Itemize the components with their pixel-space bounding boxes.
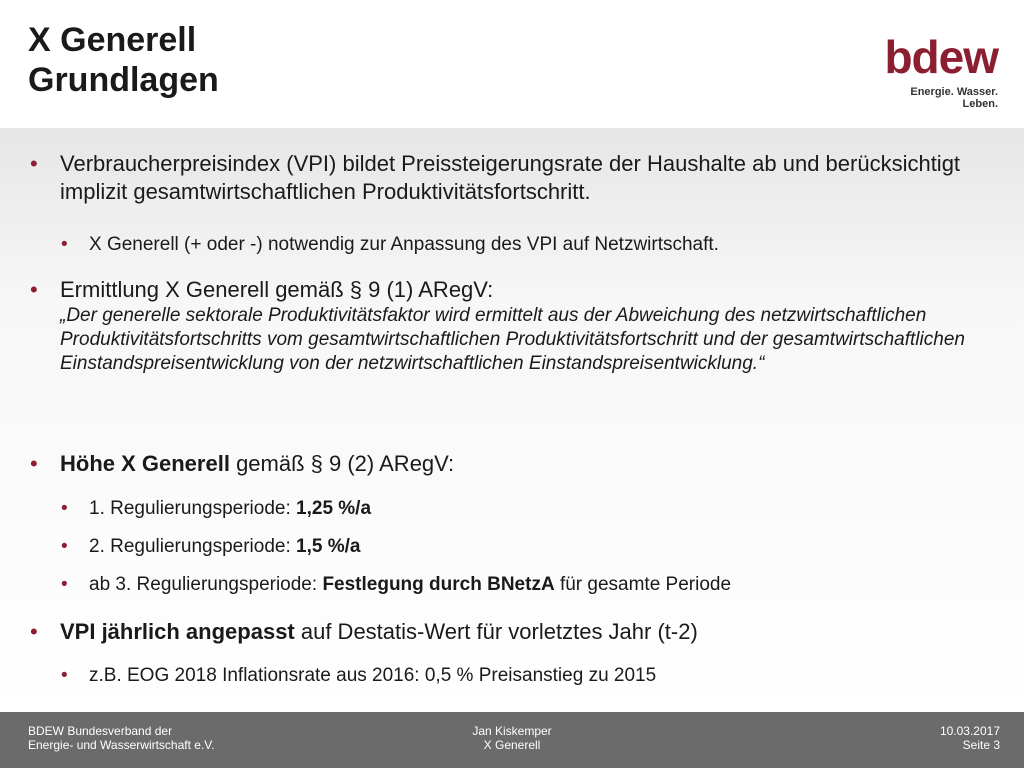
sub-bullet-period-2 bbox=[89, 534, 989, 560]
footer-org-line-2: Energie- und Wasserwirtschaft e.V. bbox=[28, 738, 215, 752]
footer-org-line-1: BDEW Bundesverband der bbox=[28, 724, 173, 738]
footer-author-name: Jan Kiskemper bbox=[472, 724, 552, 738]
title-line-1: X Generell bbox=[28, 21, 197, 59]
bullet-vpi-text: Verbraucherpreisindex (VPI) bildet Preissteigerungsrate der Haushalte ab und berücksichtigt implizit gesamtwirtschaftlichen Produktivitätsfortschritt. bbox=[60, 151, 961, 204]
period-2-value: 1,5 %/a bbox=[296, 536, 361, 557]
slide-footer bbox=[0, 712, 1024, 768]
bullet-ermittlung bbox=[60, 276, 1000, 376]
bdew-logo bbox=[876, 31, 1000, 110]
period-1-text: 1. Regulierungsperiode: bbox=[89, 498, 297, 519]
bullet-vpi-annual bbox=[60, 618, 1000, 646]
aregv-quote: „Der generelle sektorale Produktivitätsfaktor wird ermittelt aus der Abweichung des netzwirtschaftlichen Produktivitätsfortschritts vom gesamtwirtschaftlichen Produktivitätsfortschritt und der gesamtwirtschaftlichen Einstandspreisentwicklung von der netzwirtschaftlichen Einstandspreisentwicklung.“ bbox=[60, 305, 965, 374]
footer-date: 10.03.2017 bbox=[939, 724, 1000, 738]
bullet-hoehe bbox=[60, 450, 1000, 478]
sub-bullet-text: X Generell (+ oder -) notwendig zur Anpassung des VPI auf Netzwirtschaft. bbox=[89, 234, 719, 255]
sub-bullet-eog-example bbox=[89, 663, 989, 689]
bullet-hoehe-bold: Höhe X Generell bbox=[60, 451, 230, 476]
footer-topic: X Generell bbox=[483, 738, 541, 752]
bullet-vpi-annual-bold: VPI jährlich angepasst bbox=[60, 619, 295, 644]
period-2-text: 2. Regulierungsperiode: bbox=[89, 536, 297, 557]
footer-organization bbox=[28, 724, 215, 752]
period-1-value: 1,25 %/a bbox=[296, 498, 372, 519]
bullet-hoehe-rest: gemäß § 9 (2) ARegV: bbox=[229, 451, 455, 476]
footer-page-number: Seite 3 bbox=[962, 738, 1000, 752]
logo-wordmark: bdew bbox=[884, 31, 998, 83]
title-line-2: Grundlagen bbox=[28, 61, 219, 99]
footer-date-page bbox=[940, 724, 1000, 752]
slide-header bbox=[0, 0, 1024, 128]
bullet-vpi bbox=[60, 150, 1000, 206]
bullet-vpi-annual-rest: auf Destatis-Wert für vorletztes Jahr (t-2) bbox=[294, 619, 698, 644]
page-title bbox=[28, 20, 219, 100]
eog-example-text: z.B. EOG 2018 Inflationsrate aus 2016: 0,5 % Preisanstieg zu 2015 bbox=[89, 665, 657, 686]
period-3-bold: Festlegung durch BNetzA bbox=[322, 574, 555, 595]
sub-bullet-netzwirtschaft bbox=[89, 232, 989, 258]
logo-tagline: Energie. Wasser. Leben. bbox=[910, 86, 998, 110]
slide-content bbox=[0, 128, 1024, 712]
footer-author bbox=[412, 724, 612, 752]
bullet-ermittlung-text: Ermittlung X Generell gemäß § 9 (1) ARegV: bbox=[60, 277, 494, 302]
sub-bullet-period-3 bbox=[89, 572, 989, 598]
period-3-text: ab 3. Regulierungsperiode: bbox=[89, 574, 323, 595]
sub-bullet-period-1 bbox=[89, 496, 989, 522]
period-3-rest: für gesamte Periode bbox=[554, 574, 732, 595]
